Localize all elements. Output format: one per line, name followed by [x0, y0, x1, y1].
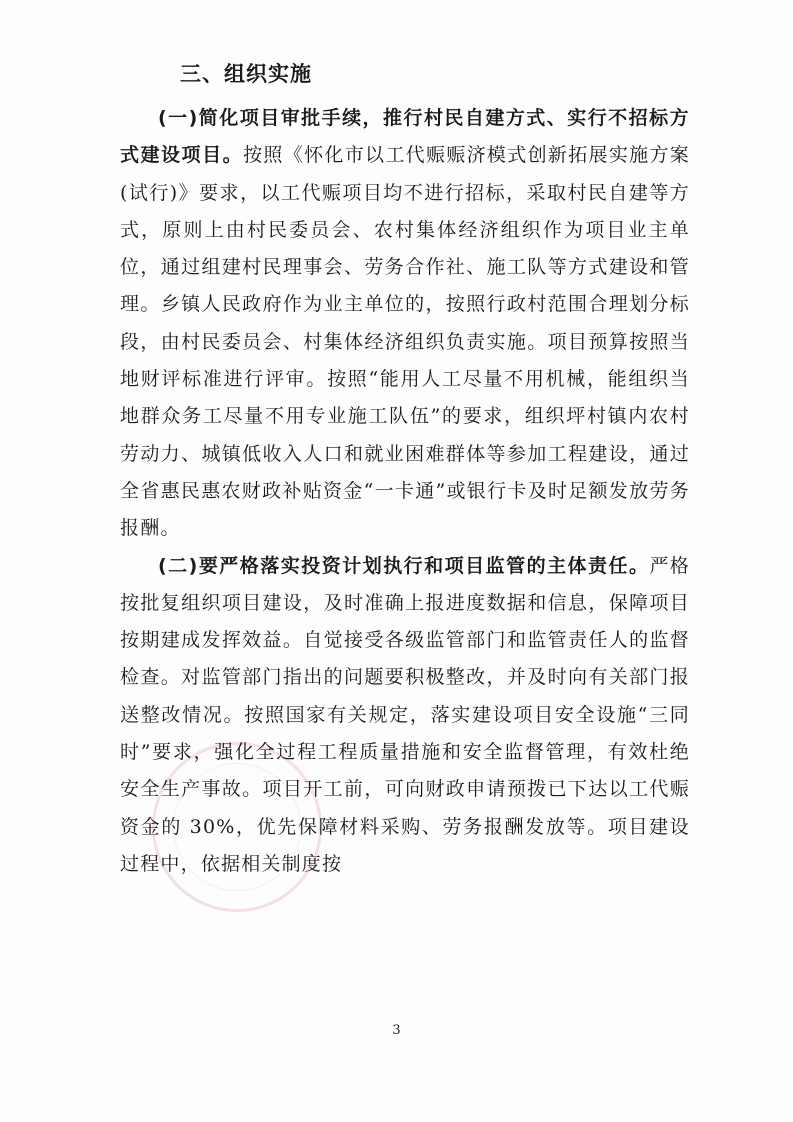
paragraph-1-lead: (一)简化项目审批手续，推行村民自建方式、实行不招标方式建设项目。	[120, 107, 690, 167]
paragraph-2-body: 严格按批复组织项目建设，及时准确上报进度数据和信息，保障项目按期建成发挥效益。自觉接受各级监管部门和监管责任人的监督检查。对监管部门指出的问题要积极整改，并及时向有关部门报送整改情况。按照国家有关规定，落实建设项目安全设施“三同时”要求，强化全过程工程质量措施和安全监督管理，有效杜绝安全生产事故。项目开工前，可向财政申请预拨已下达以工代赈资金的 30%，优先保障材料采购、劳务报酬发放等。项目建设过程中，依据相关制度按	[120, 554, 691, 875]
page-number: 3	[392, 1023, 401, 1038]
paragraph-1	[120, 100, 690, 548]
paragraph-2-lead: (二)要严格落实投资计划执行和项目监管的主体责任。	[158, 554, 650, 577]
paragraph-1-body: 按照《怀化市以工代赈赈济模式创新拓展实施方案(试行)》要求，以工代赈项目均不进行招标，采取村民自建等方式，原则上由村民委员会、农村集体经济组织作为项目业主单位，通过组建村民理事会、劳务合作社、施工队等方式建设和管理。乡镇人民政府作为业主单位的，按照行政村范围合理划分标段，由村民委员会、村集体经济组织负责实施。项目预算按照当地财评标准进行评审。按照“能用人工尽量不用机械，能组织当地群众务工尽量不用专业施工队伍”的要求，组织坪村镇内农村劳动力、城镇低收入人口和就业困难群体等参加工程建设，通过全省惠民惠农财政补贴资金“一卡通”或银行卡及时足额发放劳务报酬。	[120, 144, 690, 540]
paragraph-2	[120, 548, 690, 884]
section-heading: 三、组织实施	[180, 62, 312, 86]
document-body	[120, 58, 690, 883]
